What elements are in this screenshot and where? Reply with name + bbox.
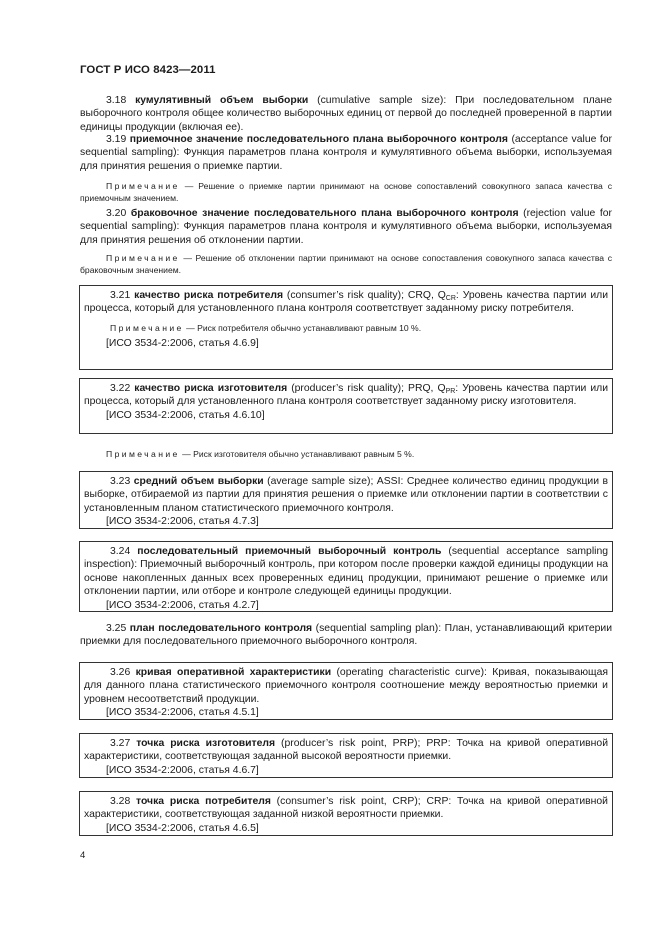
term-3-26 (84, 666, 608, 706)
term-name: кривая оперативной характеристики (135, 667, 332, 678)
term-3-22 (84, 382, 608, 409)
term-number: 3.19 (106, 134, 127, 145)
note-text: — Риск изготовителя обычно устанавливают равным 5 %. (179, 449, 415, 459)
term-name: план последовательного контроля (129, 623, 313, 634)
term-3-24-box (79, 541, 613, 612)
term-definition: (rejection value for sequential sampling): Функция параметров плана контроля и кумулятивного объема выборки, используемая для принятия решения об отклонении партии. (80, 208, 613, 246)
term-name: последовательный приемочный выборочный контроль (137, 546, 442, 557)
term-number: 3.20 (106, 208, 127, 219)
term-definition: (producer’s risk quality); PRQ, Q (287, 383, 446, 394)
term-3-28 (84, 795, 608, 822)
term-3-20 (80, 207, 612, 247)
source-reference: [ИСО 3534-2:2006, статья 4.6.7] (106, 764, 259, 776)
term-definition: (acceptance value for sequential sampling): Функция параметров плана контроля и кумулятивного объема выборки, используемая для принятия решения о приемке партии. (80, 134, 613, 172)
term-definition: (sequential acceptance sampling inspection): Приемочный выборочный контроль, при котором после проверки каждой единицы продукции на основе накопленных данных всех проверенных единиц продукции, принимают решение о приемке или отклонении партии, или отборе и контроле следующей единицы продукции. (84, 546, 608, 598)
source-reference: [ИСО 3534-2:2006, статья 4.2.7] (106, 599, 259, 611)
term-number: 3.18 (106, 95, 127, 106)
term-definition: (consumer’s risk point, CRP); CRP: Точка на кривой оперативной характеристики, соответствующая заданной низкой вероятности приемки. (84, 796, 608, 821)
term-number: 3.22 (110, 383, 131, 394)
term-definition: (consumer’s risk quality); CRQ, Q (283, 290, 446, 301)
term-definition-cont: : Уровень качества партии или процесса, который для установленного плана контроля соответствует заданному риску потребителя. (84, 290, 608, 315)
term-subscript: PR (445, 388, 456, 395)
note-3-21 (84, 322, 608, 334)
note-label: Примечание (106, 253, 180, 263)
note-text: — Решение о приемке партии принимают на основе сопоставлений совокупного запаса качества с приемочным значением. (80, 181, 612, 203)
note-label: Примечание (106, 449, 180, 459)
term-3-23-box (79, 471, 613, 529)
note-label: Примечание (106, 181, 180, 191)
note-3-22 (80, 448, 612, 460)
source-reference: [ИСО 3534-2:2006, статья 4.6.9] (106, 337, 259, 349)
term-name: приемочное значение последовательного плана выборочного контроля (129, 134, 508, 145)
term-definition: (operating characteristic curve): Кривая, показывающая для данного плана статистического приемочного контроля соотношение между вероятностью приемки и уровнем несоответствий продукции. (84, 667, 608, 705)
term-number: 3.23 (110, 476, 131, 487)
term-number: 3.25 (106, 623, 127, 634)
term-name: качество риска изготовителя (134, 383, 288, 394)
term-name: кумулятивный объем выборки (135, 95, 309, 106)
term-name: точка риска потребителя (136, 796, 271, 807)
term-3-22-box (79, 378, 613, 434)
term-3-18 (80, 94, 612, 134)
term-3-23 (84, 475, 608, 515)
term-name: качество риска потребителя (134, 290, 284, 301)
note-label: Примечание (110, 322, 184, 333)
term-number: 3.28 (110, 796, 131, 807)
source-reference: [ИСО 3534-2:2006, статья 4.6.5] (106, 822, 259, 834)
term-number: 3.27 (110, 738, 131, 749)
term-3-25 (80, 622, 612, 649)
term-3-24 (84, 545, 608, 599)
term-number: 3.21 (110, 290, 131, 301)
term-3-21 (84, 289, 608, 316)
term-definition-cont: : Уровень качества партии или процесса, который для установленного плана контроля соответствует заданному риску изготовителя. (84, 383, 609, 408)
term-definition: (cumulative sample size): При последовательном плане выборочного контроля общее количество выборочных единиц от первой до последней проверенной в партии единицы продукции (включая ее). (80, 95, 612, 133)
term-definition: (producer’s risk point, PRP); PRP: Точка на кривой оперативной характеристики, соответствующая заданной высокой вероятности приемки. (84, 738, 608, 763)
page-number: 4 (80, 850, 86, 861)
term-3-27 (84, 737, 608, 764)
source-reference: [ИСО 3534-2:2006, статья 4.6.10] (106, 409, 265, 421)
term-3-26-box (79, 662, 613, 720)
term-3-27-box (79, 733, 613, 778)
term-3-21-box (79, 285, 613, 370)
note-text: — Решение об отклонении партии принимают на основе сопоставления совокупного запаса качества с браковочным значением. (80, 253, 612, 275)
term-definition: (sequential sampling plan): План, устанавливающий критерии приемки для последовательного приемочного выборочного контроля. (80, 623, 613, 648)
note-text: — Риск потребителя обычно устанавливают равным 10 %. (183, 322, 422, 333)
term-number: 3.24 (110, 546, 131, 557)
term-definition: (average sample size); ASSI: Среднее количество единиц продукции в выборке, отбираемой из партии для принятия решения о приемке или отклонении партии в соответствии с установленным планом статистического приемочного контроля. (84, 476, 608, 514)
term-3-19 (80, 133, 612, 173)
term-3-28-box (79, 791, 613, 836)
term-number: 3.26 (110, 667, 131, 678)
source-reference: [ИСО 3534-2:2006, статья 4.5.1] (106, 707, 259, 719)
term-name: точка риска изготовителя (136, 738, 276, 749)
document-header: ГОСТ Р ИСО 8423—2011 (80, 64, 216, 76)
term-name: средний объем выборки (133, 476, 264, 487)
note-3-20 (80, 252, 612, 276)
term-subscript: CR (445, 295, 456, 302)
note-3-19 (80, 180, 612, 204)
source-reference: [ИСО 3534-2:2006, статья 4.7.3] (106, 516, 259, 528)
term-name: браковочное значение последовательного плана выборочного контроля (130, 208, 519, 219)
